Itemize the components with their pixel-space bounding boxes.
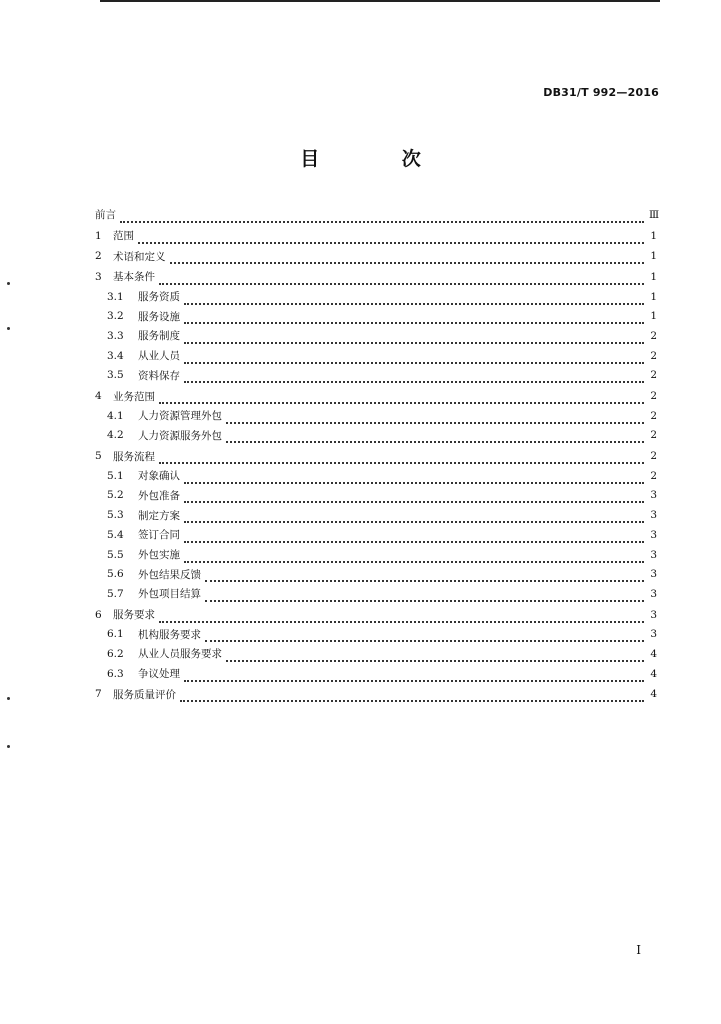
toc-entry-number: 6.1 bbox=[107, 628, 124, 641]
toc-leader-dots bbox=[226, 431, 644, 443]
toc-entry-label: 签订合同 bbox=[138, 529, 180, 542]
toc-entry-label: 外包准备 bbox=[138, 489, 180, 502]
toc-leader-dots bbox=[184, 293, 644, 305]
toc-entry-label: 服务质量评价 bbox=[113, 688, 176, 701]
toc-entry-label: 机构服务要求 bbox=[138, 628, 201, 641]
toc-entry-page: 1 bbox=[650, 229, 657, 242]
toc-entry[interactable] bbox=[95, 406, 657, 426]
toc-entry[interactable] bbox=[95, 287, 657, 307]
toc-entry-number: 4.1 bbox=[107, 409, 124, 422]
toc-entry-page: 2 bbox=[650, 349, 657, 362]
toc-entry-number: 6.3 bbox=[107, 667, 124, 680]
toc-entry-number: 5.7 bbox=[107, 587, 124, 600]
toc-leader-dots bbox=[184, 531, 644, 543]
toc-leader-dots bbox=[184, 511, 644, 523]
toc-entry[interactable] bbox=[95, 564, 657, 584]
toc-entry-number: 5.4 bbox=[107, 528, 124, 541]
toc-entry-page: Ⅲ bbox=[649, 208, 660, 221]
toc-entry-number: 2 bbox=[95, 250, 102, 263]
toc-entry-number: 5.1 bbox=[107, 469, 124, 482]
toc-entry[interactable] bbox=[95, 306, 657, 326]
toc-leader-dots bbox=[184, 332, 644, 344]
top-rule bbox=[100, 0, 660, 2]
toc-entry-label: 服务要求 bbox=[113, 609, 155, 622]
toc-entry-label: 人力资源服务外包 bbox=[138, 429, 222, 442]
toc-entry-page: 1 bbox=[650, 290, 657, 303]
toc-entry-number: 5.3 bbox=[107, 509, 124, 522]
toc-leader-dots bbox=[205, 570, 644, 582]
toc-entry-page: 3 bbox=[650, 628, 657, 641]
toc-leader-dots bbox=[159, 392, 644, 404]
toc-entry[interactable] bbox=[95, 584, 657, 604]
toc-entry-label: 服务流程 bbox=[113, 450, 155, 463]
toc-entry-page: 3 bbox=[650, 528, 657, 541]
toc-entry-page: 3 bbox=[650, 489, 657, 502]
toc-entry[interactable] bbox=[95, 466, 657, 486]
toc-entry[interactable] bbox=[95, 326, 657, 346]
table-of-contents bbox=[95, 205, 660, 704]
toc-entry-label: 外包项目结算 bbox=[138, 588, 201, 601]
toc-leader-dots bbox=[180, 690, 644, 702]
toc-entry-label: 服务制度 bbox=[138, 330, 180, 343]
scan-mark bbox=[7, 745, 10, 748]
toc-entry[interactable] bbox=[95, 486, 657, 506]
toc-leader-dots bbox=[184, 371, 644, 383]
toc-entry-label: 服务资质 bbox=[138, 291, 180, 304]
toc-entry-page: 4 bbox=[650, 667, 657, 680]
toc-entry-number: 6 bbox=[95, 608, 102, 621]
scan-mark bbox=[7, 327, 10, 330]
toc-entry[interactable] bbox=[95, 644, 657, 664]
toc-leader-dots bbox=[170, 252, 645, 264]
toc-leader-dots bbox=[184, 352, 644, 364]
toc-entry-label: 外包结果反馈 bbox=[138, 568, 201, 581]
toc-entry[interactable] bbox=[95, 624, 657, 644]
toc-entry-page: 3 bbox=[650, 509, 657, 522]
toc-entry-number: 3 bbox=[95, 270, 102, 283]
toc-entry[interactable] bbox=[95, 267, 657, 287]
toc-entry-page: 1 bbox=[650, 270, 657, 283]
toc-leader-dots bbox=[184, 670, 644, 682]
toc-entry-page: 1 bbox=[650, 250, 657, 263]
toc-leader-dots bbox=[205, 590, 644, 602]
toc-entry-number: 3.1 bbox=[107, 290, 124, 303]
toc-entry-page: 4 bbox=[650, 647, 657, 660]
toc-entry-number: 5.5 bbox=[107, 548, 124, 561]
toc-leader-dots bbox=[184, 312, 644, 324]
toc-entry-label: 基本条件 bbox=[113, 271, 155, 284]
toc-entry[interactable] bbox=[95, 664, 657, 684]
toc-entry[interactable] bbox=[95, 366, 657, 386]
toc-entry-number: 5.6 bbox=[107, 568, 124, 581]
toc-entry-page: 2 bbox=[650, 390, 657, 403]
toc-entry-page: 3 bbox=[650, 587, 657, 600]
toc-entry[interactable] bbox=[95, 525, 657, 545]
toc-entry-page: 2 bbox=[650, 409, 657, 422]
toc-entry[interactable] bbox=[95, 685, 657, 705]
toc-entry-page: 2 bbox=[650, 369, 657, 382]
toc-entry-label: 服务设施 bbox=[138, 310, 180, 323]
toc-leader-dots bbox=[226, 650, 644, 662]
toc-leader-dots bbox=[205, 630, 644, 642]
toc-entry-label: 术语和定义 bbox=[113, 250, 166, 263]
toc-leader-dots bbox=[226, 412, 644, 424]
scan-mark bbox=[7, 697, 10, 700]
toc-entry-number: 5.2 bbox=[107, 489, 124, 502]
toc-entry-label: 制定方案 bbox=[138, 509, 180, 522]
toc-entry[interactable] bbox=[95, 226, 657, 246]
toc-entry-label: 从业人员 bbox=[138, 350, 180, 363]
toc-entry-page: 3 bbox=[650, 608, 657, 621]
toc-entry-page: 3 bbox=[650, 568, 657, 581]
toc-entry-number: 5 bbox=[95, 450, 102, 463]
toc-entry-number: 6.2 bbox=[107, 647, 124, 660]
toc-entry-label: 争议处理 bbox=[138, 668, 180, 681]
toc-leader-dots bbox=[120, 211, 644, 223]
toc-entry-label: 业务范围 bbox=[113, 390, 155, 403]
toc-entry[interactable] bbox=[95, 446, 657, 466]
toc-entry-number: 1 bbox=[95, 229, 102, 242]
toc-entry-label: 范围 bbox=[113, 230, 134, 243]
toc-entry[interactable] bbox=[95, 386, 657, 406]
toc-leader-dots bbox=[184, 491, 644, 503]
toc-entry[interactable] bbox=[95, 426, 657, 446]
toc-entry-page: 2 bbox=[650, 469, 657, 482]
toc-entry-number: 4 bbox=[95, 390, 102, 403]
toc-leader-dots bbox=[138, 232, 644, 244]
toc-entry[interactable] bbox=[95, 605, 657, 625]
toc-entry-page: 2 bbox=[650, 329, 657, 342]
toc-leader-dots bbox=[159, 611, 644, 623]
toc-title: 目 次 bbox=[300, 148, 459, 170]
toc-entry[interactable] bbox=[95, 505, 657, 525]
toc-leader-dots bbox=[159, 452, 644, 464]
toc-entry-page: 4 bbox=[650, 688, 657, 701]
toc-entry-label: 从业人员服务要求 bbox=[138, 648, 222, 661]
toc-entry-page: 2 bbox=[650, 450, 657, 463]
toc-entry[interactable] bbox=[95, 545, 657, 565]
toc-entry-label: 资料保存 bbox=[138, 369, 180, 382]
toc-entry[interactable] bbox=[95, 205, 660, 225]
toc-entry-number: 3.4 bbox=[107, 349, 124, 362]
page-number: I bbox=[636, 943, 641, 957]
toc-leader-dots bbox=[159, 273, 644, 285]
toc-entry[interactable] bbox=[95, 346, 657, 366]
toc-entry-label: 人力资源管理外包 bbox=[138, 410, 222, 423]
toc-entry-page: 3 bbox=[650, 548, 657, 561]
standard-code: DB31/T 992—2016 bbox=[543, 86, 659, 99]
scan-mark bbox=[7, 282, 10, 285]
toc-leader-dots bbox=[184, 551, 644, 563]
toc-entry-number: 3.5 bbox=[107, 369, 124, 382]
toc-entry[interactable] bbox=[95, 246, 657, 266]
toc-entry-number: 3.3 bbox=[107, 329, 124, 342]
toc-entry-number: 7 bbox=[95, 688, 102, 701]
toc-entry-page: 2 bbox=[650, 429, 657, 442]
toc-entry-label: 前言 bbox=[95, 209, 116, 222]
toc-entry-number: 3.2 bbox=[107, 310, 124, 323]
toc-entry-number: 4.2 bbox=[107, 429, 124, 442]
toc-entry-page: 1 bbox=[650, 310, 657, 323]
toc-entry-label: 外包实施 bbox=[138, 549, 180, 562]
toc-leader-dots bbox=[184, 472, 644, 484]
toc-entry-label: 对象确认 bbox=[138, 470, 180, 483]
